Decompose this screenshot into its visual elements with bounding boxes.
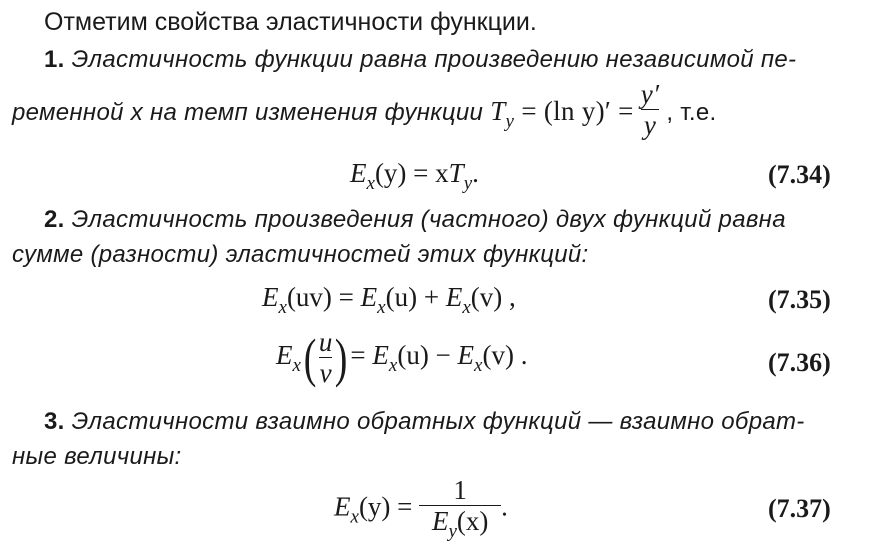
property-2-number: 2. <box>44 206 65 233</box>
property-1-line-1 <box>44 46 796 74</box>
property-1-number: 1. <box>44 46 65 73</box>
property-2-text-1: Эластичность произведения (частного) двух функций равна <box>71 206 786 233</box>
growth-rate-fraction: $\frac{y'}{y}$ <box>640 79 660 141</box>
equation-label-7-37: (7.37) <box>768 494 831 523</box>
equation-7-35: $E_x(uv) = E_x(u) + E_x(v)$ , <box>262 282 516 318</box>
property-3-line-1 <box>44 408 805 436</box>
property-1-line-2 <box>12 79 717 144</box>
property-2-line-2: сумме (разности) эластичностей этих функций: <box>12 241 589 268</box>
equation-7-36: $E_x$( $\frac{u}{v}$ )= $E_x(u) - E_x(v)$ . <box>276 327 528 389</box>
property-1-text-2: ременной x на темп изменения функции <box>12 99 484 127</box>
intro-text: Отметим свойства эластичности функции. <box>44 8 537 36</box>
equation-label-7-35: (7.35) <box>768 285 831 314</box>
property-1-text-1: Эластичность функции равна произведению независимой пе- <box>71 46 797 73</box>
equation-label-7-34: (7.34) <box>768 160 831 189</box>
te-text: , т.е. <box>666 99 717 127</box>
property-3-text-1: Эластичности взаимно обратных функций — взаимно обрат- <box>71 408 805 435</box>
equation-7-34: $E_x(y) = xT_y$. <box>350 158 479 194</box>
property-3-number: 3. <box>44 408 65 435</box>
growth-rate-formula: $T_y = (\ln$ y)′ = $\frac{y'}{y}$ <box>490 79 660 141</box>
ratio-fraction: $\frac{u}{v}$ <box>318 327 333 389</box>
inverse-fraction: $\frac{1}{E_y(x)}$ <box>419 476 501 542</box>
equation-7-37: $E_x(y)$ = $\frac{1}{E_y(x)}$ . <box>334 475 508 543</box>
equation-label-7-36: (7.36) <box>768 348 831 377</box>
property-3-line-2: ные величины: <box>12 443 182 470</box>
property-2-line-1 <box>44 206 786 234</box>
